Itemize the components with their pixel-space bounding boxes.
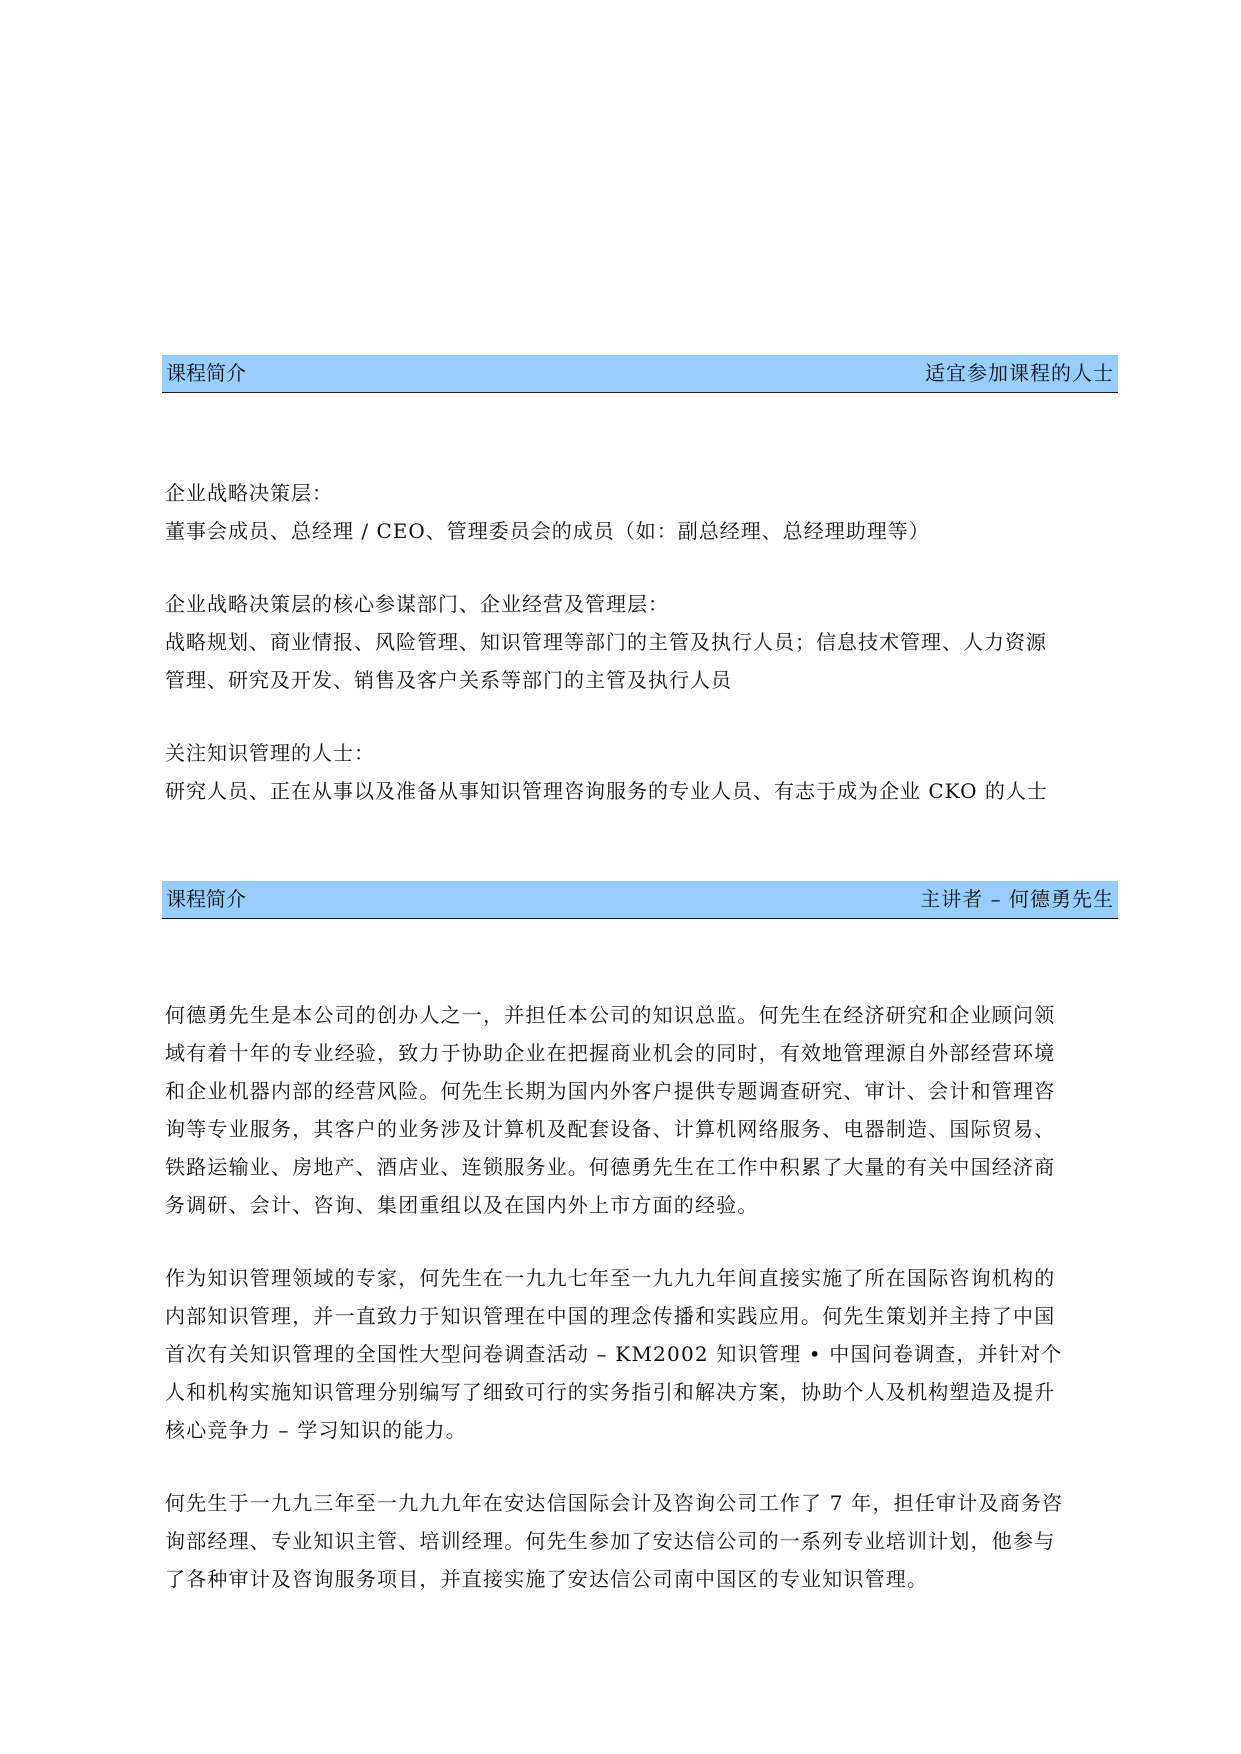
bio-line: 人和机构实施知识管理分别编写了细致可行的实务指引和解决方案，协助个人及机构塑造及提升	[165, 1380, 1056, 1404]
bio-line: 铁路运输业、房地产、酒店业、连锁服务业。何德勇先生在工作中积累了大量的有关中国经济商	[165, 1155, 1056, 1179]
bio-line: 核心竞争力 – 学习知识的能力。	[165, 1418, 467, 1442]
bio-line: 首次有关知识管理的全国性大型问卷调查活动 – KM2002 知识管理 • 中国问卷调查，并针对个	[165, 1342, 1063, 1366]
bio-line: 作为知识管理领域的专家，何先生在一九九七年至一九九九年间直接实施了所在国际咨询机构的	[165, 1266, 1056, 1290]
bio-line: 了各种审计及咨询服务项目，并直接实施了安达信公司南中国区的专业知识管理。	[165, 1567, 929, 1591]
section-title-right: 主讲者 – 何德勇先生	[920, 887, 1114, 911]
section-title-right: 适宜参加课程的人士	[925, 361, 1114, 385]
bio-line: 何先生于一九九三年至一九九九年在安达信国际会计及咨询公司工作了 7 年，担任审计及商务咨	[165, 1491, 1064, 1515]
bio-line: 和企业机器内部的经营风险。何先生长期为国内外客户提供专题调查研究、审计、会计和管理咨	[165, 1079, 1056, 1103]
bio-paragraph-1	[165, 996, 1119, 1224]
audience-heading: 关注知识管理的人士：	[165, 741, 375, 765]
section-title-left: 课程简介	[166, 887, 246, 911]
bio-line: 何德勇先生是本公司的创办人之一，并担任本公司的知识总监。何先生在经济研究和企业顾问领	[165, 1003, 1056, 1027]
bio-line: 务调研、会计、咨询、集团重组以及在国内外上市方面的经验。	[165, 1193, 759, 1217]
bio-line: 域有着十年的专业经验，致力于协助企业在把握商业机会的同时，有效地管理源自外部经营环境	[165, 1041, 1056, 1065]
bio-paragraph-3	[165, 1484, 1119, 1598]
audience-group-executives	[165, 474, 1119, 550]
bio-line: 询等专业服务，其客户的业务涉及计算机及配套设备、计算机网络服务、电器制造、国际贸易、	[165, 1117, 1056, 1141]
audience-heading: 企业战略决策层：	[165, 481, 333, 505]
bio-line: 内部知识管理，并一直致力于知识管理在中国的理念传播和实践应用。何先生策划并主持了中国	[165, 1304, 1056, 1328]
audience-group-management	[165, 585, 1119, 699]
audience-line: 管理、研究及开发、销售及客户关系等部门的主管及执行人员	[165, 668, 732, 692]
audience-line: 董事会成员、总经理 / CEO、管理委员会的成员（如：副总经理、总经理助理等）	[165, 519, 930, 543]
bio-line: 询部经理、专业知识主管、培训经理。何先生参加了安达信公司的一系列专业培训计划，他参与	[165, 1529, 1056, 1553]
audience-heading: 企业战略决策层的核心参谋部门、企业经营及管理层：	[165, 592, 669, 616]
bio-paragraph-2	[165, 1259, 1119, 1449]
audience-line: 研究人员、正在从事以及准备从事知识管理咨询服务的专业人员、有志于成为企业 CKO 的人士	[165, 779, 1048, 803]
section-header-speaker	[162, 881, 1118, 919]
section-header-audience	[162, 355, 1118, 393]
audience-line: 战略规划、商业情报、风险管理、知识管理等部门的主管及执行人员；信息技术管理、人力资源	[165, 630, 1047, 654]
section-title-left: 课程简介	[166, 361, 246, 385]
audience-group-km-interested	[165, 734, 1119, 810]
